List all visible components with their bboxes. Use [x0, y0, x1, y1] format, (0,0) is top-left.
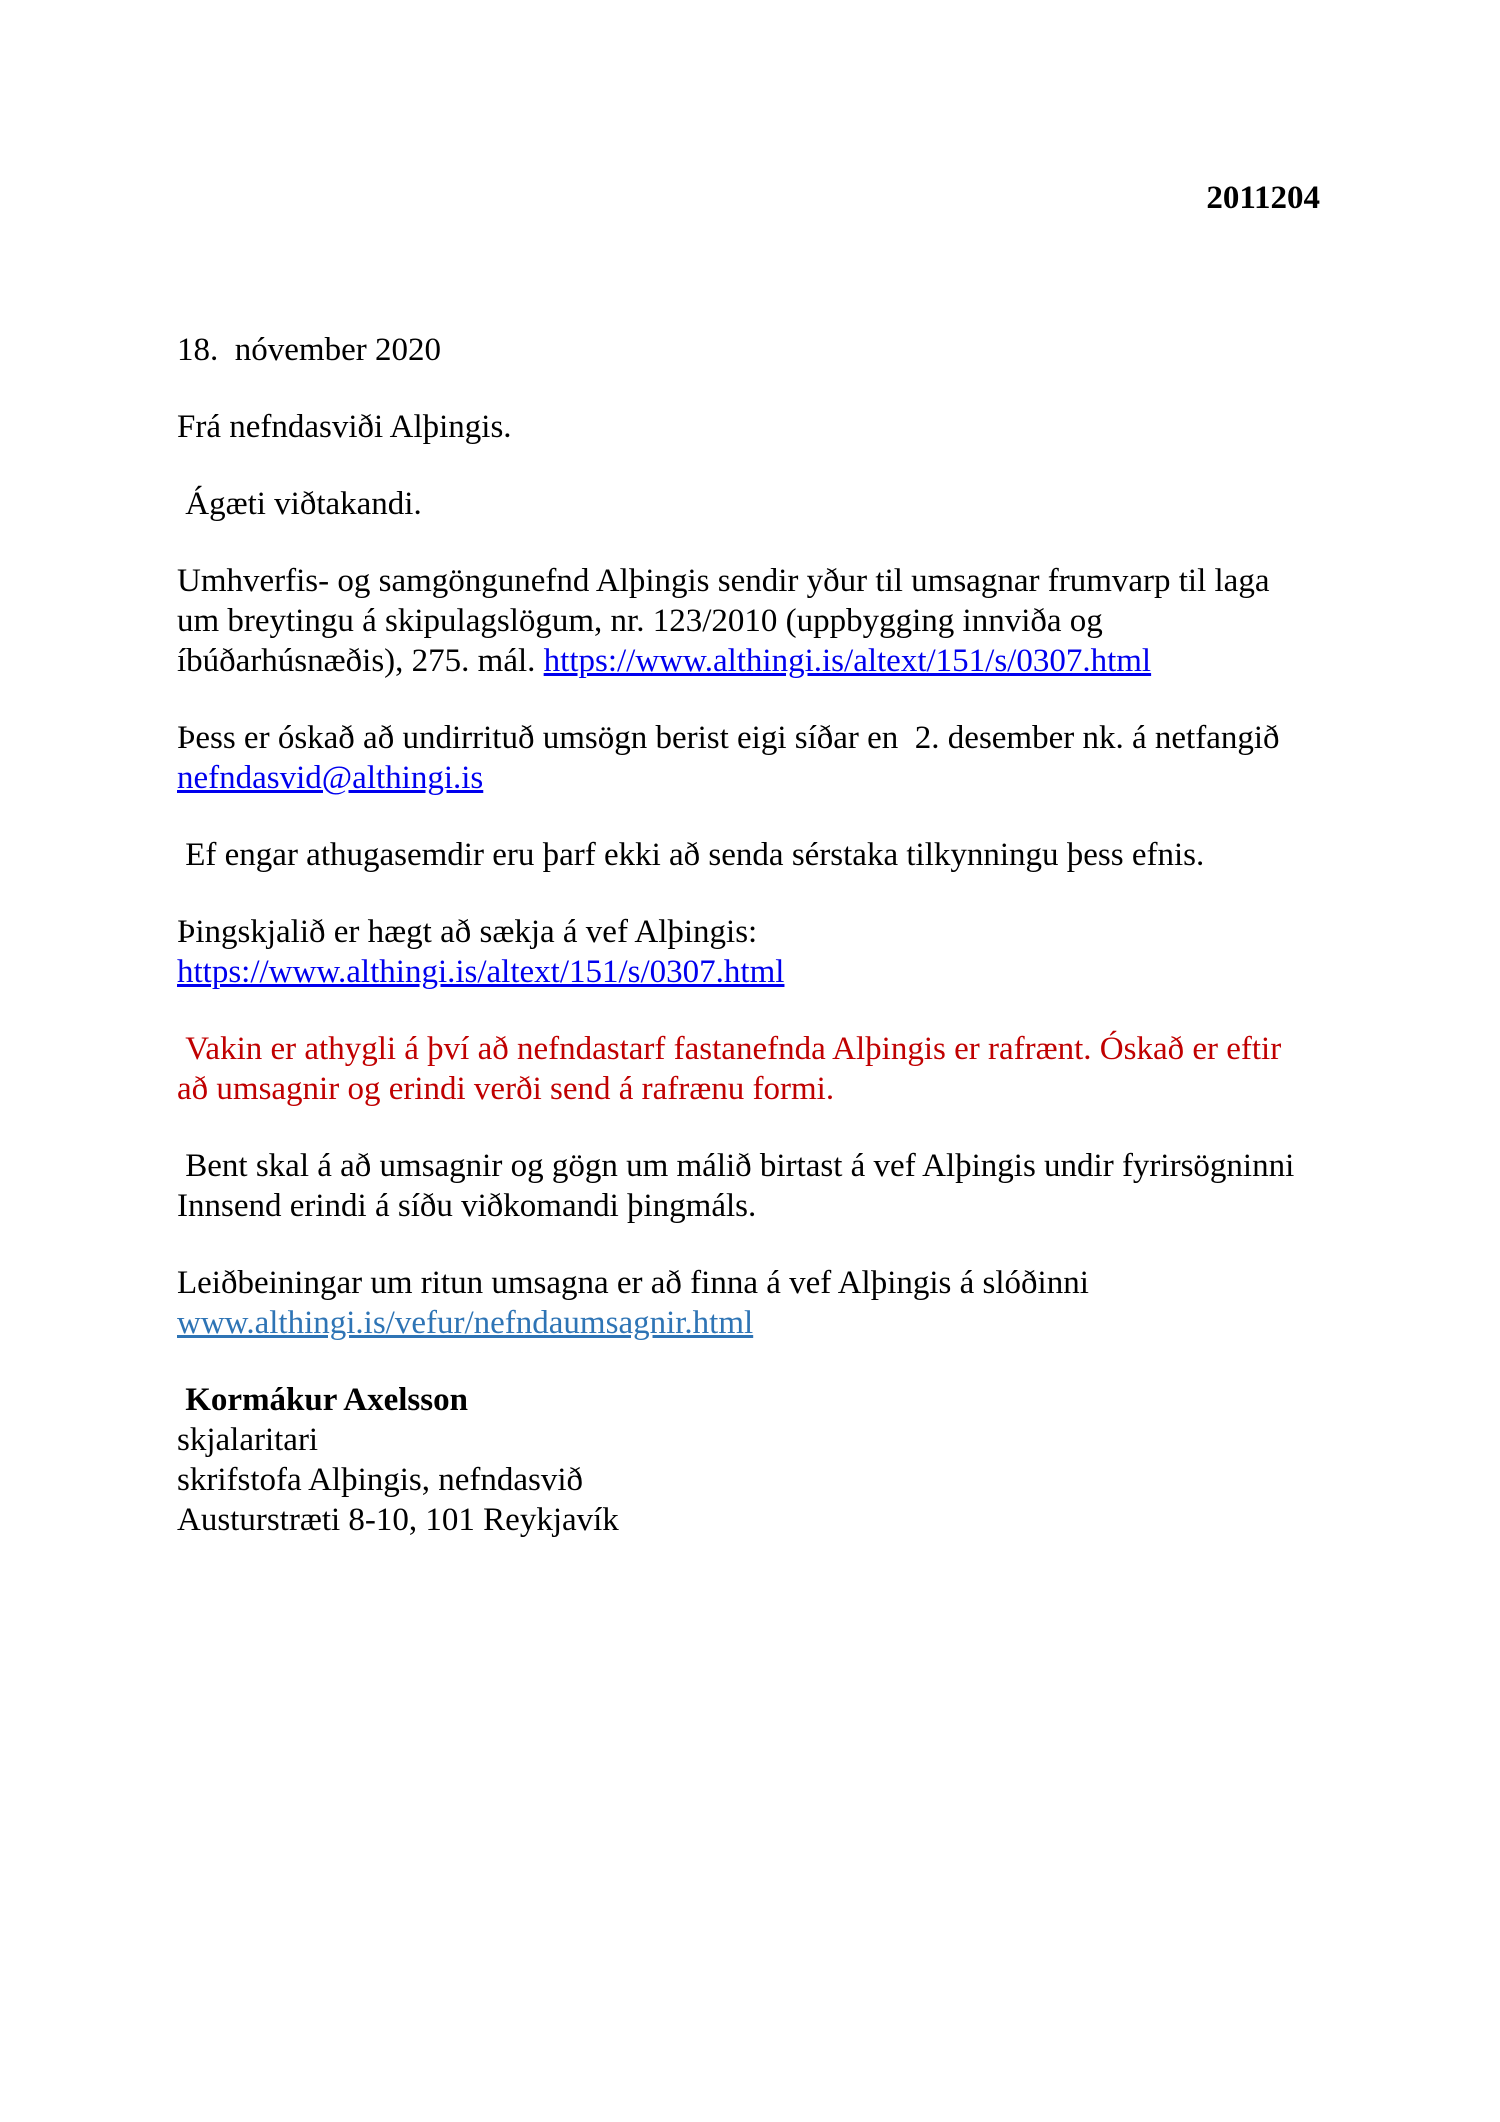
- doc-number: 2011204: [1206, 180, 1320, 216]
- text-run: Þess er óskað að undirrituð umsögn berist eigi síðar en 2. desember nk. á netfangið: [177, 720, 1280, 756]
- publication-note-paragraph: [177, 1146, 1447, 1226]
- text-run: Ágæti viðtakandi.: [177, 486, 422, 522]
- signature-title: skjalaritari: [177, 1422, 319, 1458]
- deadline-paragraph: [177, 718, 1447, 798]
- signature-office: skrifstofa Alþingis, nefndasvið: [177, 1462, 584, 1498]
- letter-body: [0, 218, 1447, 1540]
- signature-block: [177, 1380, 1447, 1540]
- text-run: Vakin er athygli á því að nefndastarf fastanefnda Alþingis er rafrænt. Óskað er eftir: [177, 1031, 1282, 1067]
- text-run: Innsend erindi á síðu viðkomandi þingmáls.: [177, 1188, 757, 1224]
- text-run: Bent skal á að umsagnir og gögn um málið birtast á vef Alþingis undir fyrirsögninni: [177, 1148, 1295, 1184]
- no-comment-note: [177, 835, 1447, 875]
- text-run: Leiðbeiningar um ritun umsagna er að finna á vef Alþingis á slóðinni: [177, 1265, 1089, 1301]
- text-run: Þingskjalið er hægt að sækja á vef Alþingis:: [177, 914, 758, 950]
- text-run: um breytingu á skipulagslögum, nr. 123/2010 (uppbygging innviða og: [177, 603, 1103, 639]
- text-run: Umhverfis- og samgöngunefnd Alþingis sendir yður til umsagnar frumvarp til laga: [177, 563, 1270, 599]
- text-run: Frá nefndasviði Alþingis.: [177, 409, 512, 445]
- date-line: [177, 330, 1447, 370]
- request-paragraph: [177, 561, 1447, 681]
- from-line: [177, 407, 1447, 447]
- document-link[interactable]: https://www.althingi.is/altext/151/s/0307.html: [177, 954, 785, 990]
- text-run: íbúðarhúsnæðis), 275. mál.: [177, 643, 544, 679]
- greeting-line: [177, 484, 1447, 524]
- email-link[interactable]: nefndasvid@althingi.is: [177, 760, 484, 796]
- signature-address: Austurstræti 8-10, 101 Reykjavík: [177, 1502, 619, 1538]
- guidelines-paragraph: [177, 1263, 1447, 1343]
- text-run: að umsagnir og erindi verði send á rafrænu formi.: [177, 1071, 835, 1107]
- signature-name: Kormákur Axelsson: [177, 1382, 468, 1418]
- electronic-notice-paragraph: [177, 1029, 1447, 1109]
- text-run: 18. nóvember 2020: [177, 332, 441, 368]
- guidelines-link[interactable]: www.althingi.is/vefur/nefndaumsagnir.html: [177, 1305, 754, 1341]
- bill-link[interactable]: https://www.althingi.is/altext/151/s/0307.html: [543, 643, 1152, 679]
- text-run: Ef engar athugasemdir eru þarf ekki að senda sérstaka tilkynningu þess efnis.: [177, 837, 1205, 873]
- document-access-paragraph: [177, 912, 1447, 992]
